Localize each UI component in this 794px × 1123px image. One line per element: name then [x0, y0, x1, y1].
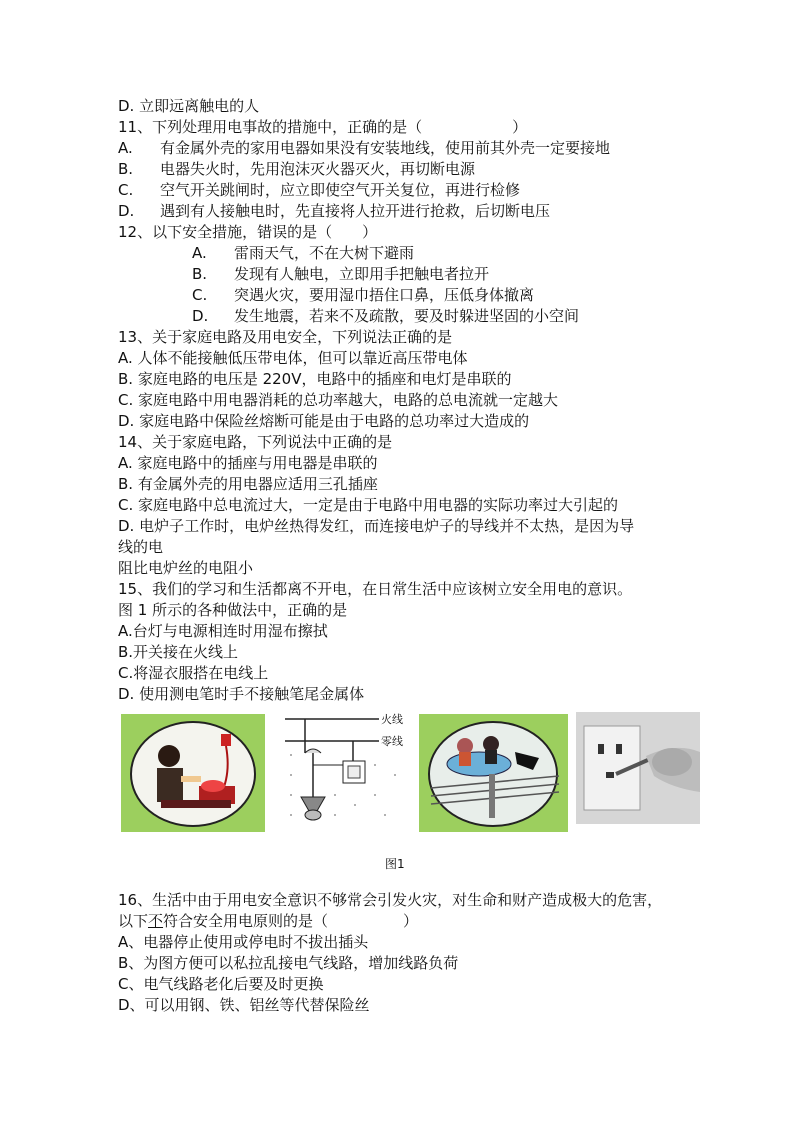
q16-option-b: B、为图方便可以私拉乱接电气线路，增加线路负荷 [118, 954, 459, 972]
option-key: A. [118, 139, 133, 157]
q11-option-a [118, 138, 610, 158]
line-d-option: D. 立即远离触电的人 [118, 97, 260, 115]
q13-option-c: C. 家庭电路中用电器消耗的总功率越大，电路的总电流就一定越大 [118, 391, 559, 409]
q14-option-d-cont1: 线的电 [118, 538, 164, 556]
q15-option-b: B.开关接在火线上 [118, 643, 239, 661]
q16-underlined-not: 不 [148, 912, 164, 930]
q15-option-c: C.将湿衣服搭在电线上 [118, 664, 269, 682]
figure-panel-switch-circuit [285, 705, 411, 832]
q13-option-a: A. 人体不能接触低压带电体，但可以靠近高压带电体 [118, 349, 468, 367]
question-16: 16、生活中由于用电安全意识不够常会引发火灾，对生命和财产造成极大的危害， [118, 891, 663, 909]
option-text: 遇到有人接触电时，先直接将人拉开进行抢救，后切断电压 [160, 202, 551, 220]
figure-panel-lamp-cleaning [121, 714, 265, 832]
q15-option-a: A.台灯与电源相连时用湿布擦拭 [118, 622, 328, 640]
question-15-cont: 图 1 所示的各种做法中，正确的是 [118, 601, 348, 619]
option-text: 发生地震，若来不及疏散，要及时躲进坚固的小空间 [234, 307, 580, 325]
q16-option-c: C、电气线路老化后要及时更换 [118, 975, 324, 993]
q12-option-c [192, 285, 534, 305]
option-key: D. [118, 202, 135, 220]
q12-option-b [192, 264, 489, 284]
q13-option-b: B. 家庭电路的电压是 220V，电路中的插座和电灯是串联的 [118, 370, 512, 388]
q11-option-c [118, 180, 520, 200]
question-16-cont [118, 911, 418, 931]
option-key: B. [118, 160, 134, 178]
figure-panel-wet-clothes [419, 714, 568, 832]
option-text: 发现有人触电，立即用手把触电者拉开 [234, 265, 490, 283]
question-14: 14、关于家庭电路，下列说法中正确的是 [118, 433, 393, 451]
q16-prefix: 以下 [118, 912, 149, 930]
option-text: 雷雨天气，不在大树下避雨 [234, 244, 415, 262]
option-text: 电器失火时，先用泡沫灭火器灭火，再切断电源 [160, 160, 476, 178]
question-11: 11、下列处理用电事故的措施中，正确的是（ ） [118, 118, 528, 136]
option-text: 空气开关跳闸时，应立即使空气开关复位，再进行检修 [160, 181, 521, 199]
q14-option-d-cont2: 阻比电炉丝的电阻小 [118, 559, 254, 577]
q12-option-a [192, 243, 414, 263]
question-13: 13、关于家庭电路及用电安全，下列说法正确的是 [118, 328, 453, 346]
option-key: C. [192, 286, 208, 304]
figure-panel-test-pen [576, 712, 700, 824]
option-text: 突遇火灾，要用湿巾捂住口鼻，压低身体撤离 [234, 286, 535, 304]
q14-option-b: B. 有金属外壳的用电器应适用三孔插座 [118, 475, 378, 493]
q14-option-a: A. 家庭电路中的插座与用电器是串联的 [118, 454, 378, 472]
option-key: B. [192, 265, 208, 283]
q13-option-d: D. 家庭电路中保险丝熔断可能是由于电路的总功率过大造成的 [118, 412, 530, 430]
q15-option-d: D. 使用测电笔时手不接触笔尾金属体 [118, 685, 365, 703]
option-text: 有金属外壳的家用电器如果没有安装地线，使用前其外壳一定要接地 [160, 139, 611, 157]
q16-option-d: D、可以用钢、铁、铝丝等代替保险丝 [118, 996, 370, 1014]
question-12: 12、以下安全措施，错误的是（ ） [118, 223, 378, 241]
q11-option-b [118, 159, 475, 179]
option-key: A. [192, 244, 207, 262]
figure-caption: 图1 [385, 857, 405, 871]
live-wire-label: 火线 [381, 713, 403, 726]
option-key: C. [118, 181, 134, 199]
q14-option-d: D. 电炉子工作时，电炉丝热得发红，而连接电炉子的导线并不太热，是因为导 [118, 517, 635, 535]
q11-option-d [118, 201, 550, 221]
neutral-wire-label: 零线 [381, 735, 403, 748]
q16-suffix: 符合安全用电原则的是（ ） [163, 912, 419, 930]
option-key: D. [192, 307, 209, 325]
q12-option-d [192, 306, 579, 326]
q16-option-a: A、电器停止使用或停电时不拔出插头 [118, 933, 369, 951]
question-15: 15、我们的学习和生活都离不开电，在日常生活中应该树立安全用电的意识。 [118, 580, 633, 598]
q14-option-c: C. 家庭电路中总电流过大，一定是由于电路中用电器的实际功率过大引起的 [118, 496, 619, 514]
